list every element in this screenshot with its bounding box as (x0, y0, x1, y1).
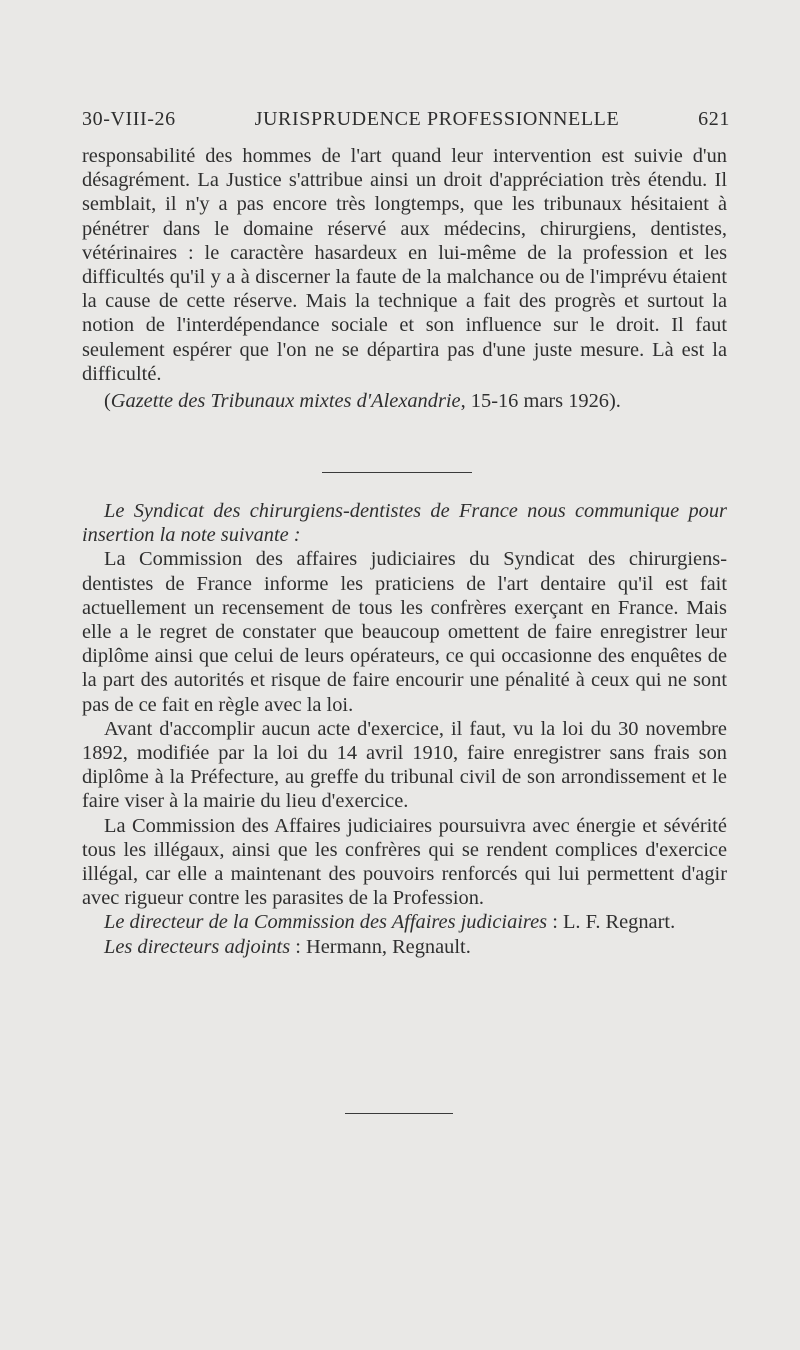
header-date: 30-VIII-26 (82, 108, 176, 130)
note-paragraph-3: La Commission des Affaires judiciaires poursuivra avec énergie et sévérité tous les illégaux, ainsi que les confrères qui se rendent complices d'exercice illégal, car elle a maintenant des pouvoirs renforcés qui lui permettent d'agir avec rigueur contre les parasites de la Profession. (82, 814, 727, 910)
section-divider (322, 472, 472, 473)
header-title: JURISPRUDENCE PROFESSIONNELLE (254, 108, 620, 130)
citation: (Gazette des Tribunaux mixtes d'Alexandrie, 15-16 mars 1926). (104, 390, 621, 413)
note-paragraph-2: Avant d'accomplir aucun acte d'exercice, il faut, vu la loi du 30 novembre 1892, modifiée par la loi du 14 avril 1910, faire enregistrer sans frais son diplôme à la Préfecture, au greffe du tribunal civil de son arrondissement et le faire viser à la mairie du lieu d'exercice. (82, 717, 727, 813)
note-intro: Le Syndicat des chirurgiens-dentistes de France nous communique pour insertion la note suivante : (82, 500, 727, 547)
signature-deputies: Les directeurs adjoints : Hermann, Regnault. (104, 935, 471, 958)
running-header (82, 108, 730, 131)
continuation-paragraph: responsabilité des hommes de l'art quand leur intervention est suivie d'un désagrément. La Justice s'attribue ainsi un droit d'appréciation très étendu. Il semblait, il n'y a pas encore très longtemps, que les tribunaux hésitaient à pénétrer dans le domaine réservé aux médecins, chirurgiens, dentistes, vétérinaires : le caractère hasardeux en lui-même de la profession et les difficultés qu'il y a à discerner la faute de la malchance ou de l'imprévu étaient la cause de cette réserve. Mais la technique a fait des progrès et surtout la notion de l'interdépendance sociale et son influence sur le droit. Il faut seulement espérer que l'on ne se départira pas d'une juste mesure. Là est la difficulté. (82, 145, 727, 385)
signature-director: Le directeur de la Commission des Affaires judiciaires : L. F. Regnart. (104, 911, 676, 934)
note-paragraph-1: La Commission des affaires judiciaires du Syndicat des chirurgiens-dentistes de France informe les praticiens de l'art dentaire qu'il est fait actuellement un recensement de tous les confrères exerçant en France. Mais elle a le regret de constater que beaucoup omettent de faire enregistrer leur diplôme ainsi que celui de leurs opérateurs, ce qui occasionne des enquêtes de la part des autorités et risque de faire encourir une pénalité à ceux qui ne sont pas de ce fait en règle avec la loi. (82, 548, 727, 716)
page-number: 621 (698, 108, 730, 130)
citation-source: Gazette des Tribunaux mixtes d'Alexandrie (110, 390, 461, 413)
section-continuation (82, 144, 727, 413)
section-syndicat-note (82, 499, 727, 959)
end-divider (345, 1113, 453, 1114)
